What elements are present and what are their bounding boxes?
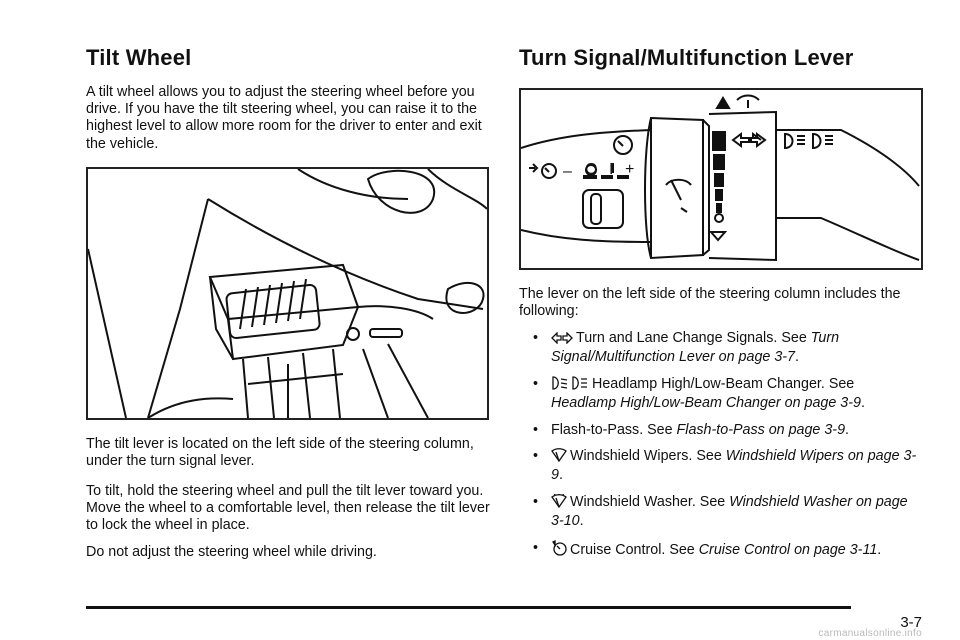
headlamp-beam-icon	[551, 376, 589, 395]
list-item: • Windshield Wipers. See Windshield Wipers on page 3-9.	[533, 448, 917, 484]
lever-function-list	[519, 330, 923, 570]
lever-label-zero: O	[585, 161, 598, 178]
headlamp-reference: Headlamp High/Low-Beam Changer on page 3-9	[551, 395, 861, 412]
wipers-reference: Windshield Wipers on page 3-9	[551, 448, 917, 484]
windshield-washer-icon	[551, 494, 567, 513]
lever-intro: The lever on the left side of the steering column includes the following:	[519, 286, 901, 320]
tilt-warning: Do not adjust the steering wheel while driving.	[86, 544, 377, 560]
multifunction-lever-illustration	[519, 88, 923, 270]
tilt-lever-location: The tilt lever is located on the left side of the steering column, under the turn signal lever.	[86, 436, 474, 470]
cruise-reference: Cruise Control on page 3-11	[698, 541, 878, 558]
windshield-wiper-icon	[551, 448, 567, 467]
tilt-wheel-intro: A tilt wheel allows you to adjust the steering wheel before you drive. If you have the tilt steering wheel, you can raise it to the highest level to allow more room for the driver to enter and exit the vehicle.	[86, 84, 482, 152]
flash-to-pass-reference: Flash-to-Pass on page 3-9	[676, 421, 846, 438]
lever-label-one: I	[609, 161, 614, 178]
footer-rule	[86, 606, 851, 609]
tilt-wheel-illustration	[86, 167, 489, 420]
lever-label-minus: –	[563, 163, 572, 180]
watermark: carmanualsonline.info	[818, 628, 922, 639]
lever-label-plus: +	[625, 161, 635, 178]
turn-signal-arrows-icon	[551, 332, 573, 349]
list-item: • Flash-to-Pass. See Flash-to-Pass on page 3-9.	[533, 421, 850, 438]
list-item: • Cruise Control. See Cruise Control on page 3-11.	[519, 540, 923, 561]
washer-reference: Windshield Washer on page 3-10	[551, 493, 908, 530]
cruise-control-icon	[551, 540, 567, 561]
turn-signal-heading: Turn Signal/Multifunction Lever	[519, 45, 854, 70]
turn-signal-reference: Turn Signal/Multifunction Lever on page 3-7	[551, 330, 840, 366]
list-item: • Windshield Washer. See Windshield Washer on page 3-10.	[533, 493, 908, 530]
list-item: • Turn and Lane Change Signals. See Turn Signal/Multifunction Lever on page 3-7.	[533, 330, 840, 366]
tilt-instructions: To tilt, hold the steering wheel and pull the tilt lever toward you. Move the wheel to a comfortable level, then release the tilt lever to lock the wheel in place.	[86, 483, 490, 534]
page-number: 3-7	[900, 614, 922, 631]
tilt-wheel-heading: Tilt Wheel	[86, 45, 192, 70]
list-item: • Headlamp High/Low-Beam Changer. See Headlamp High/Low-Beam Changer on page 3-9.	[533, 375, 865, 412]
